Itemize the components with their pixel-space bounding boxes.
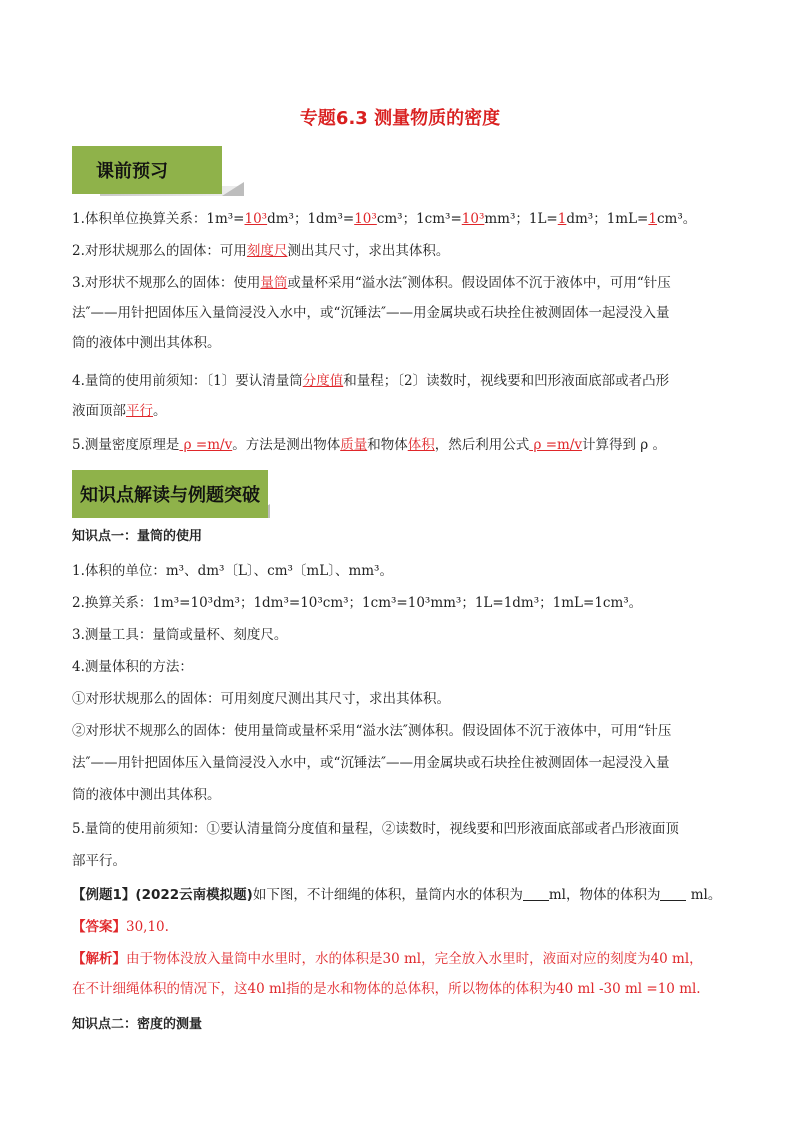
example-1	[72, 880, 732, 910]
analysis-block	[72, 944, 732, 1004]
text: 法″——用针把固体压入量筒浸没入水中，或“沉锤法″——用金属块或石块拴住被测固体一起浸没入量	[72, 305, 670, 321]
text: ml，物体的体积为	[548, 887, 661, 903]
text: 或量杯采用“溢水法″测体积。假设固体不沉于液体中，可用“针压	[287, 275, 671, 291]
text: 测出其尺寸，求出其体积。	[287, 243, 450, 259]
answer-fill: 1	[648, 211, 657, 227]
text: 和量程；〔2〕读数时，视线要和凹形液面底部或者凸形	[343, 373, 670, 389]
knowledge-line: 部平行。	[72, 853, 126, 869]
text: 5.测量密度原理是	[72, 437, 180, 453]
answer-text: 30,10.	[126, 919, 169, 935]
text: 在不计细绳体积的情况下，这40 ml指的是水和物体的总体积，所以物体的体积为40 ml -30 ml =10 ml.	[72, 981, 701, 997]
analysis-tag: 【解析】	[72, 951, 126, 967]
answer-tag: 【答案】	[72, 919, 126, 935]
answer-fill: 10³	[461, 211, 485, 227]
text: mm³；1L=	[484, 211, 558, 227]
section-banner-label: 知识点解读与例题突破	[80, 485, 260, 506]
answer-fill: 10³	[244, 211, 268, 227]
answer-blank	[660, 886, 686, 901]
text: 如下图，不计细绳的体积，量筒内水的体积为	[252, 887, 523, 903]
answer-fill: 量筒	[260, 275, 288, 291]
answer-fill: 体积	[407, 437, 435, 453]
knowledge-line: ①对形状规那么的固体：可用刻度尺测出其尺寸，求出其体积。	[72, 691, 450, 707]
text: 。	[153, 403, 167, 419]
text: cm³。	[656, 211, 697, 227]
text: 4.量筒的使用前须知：〔1〕要认清量筒	[72, 373, 303, 389]
text: 1.体积单位换算关系：1m³=	[72, 211, 245, 227]
knowledge-line: 2.换算关系：1m³=10³dm³；1dm³=10³cm³；1cm³=10³mm³；1L=1dm³；1mL=1cm³。	[72, 595, 643, 611]
text: 3.对形状不规那么的固体：使用	[72, 275, 261, 291]
preview-item-3	[72, 268, 732, 358]
example-tag: 【例题1】	[72, 887, 136, 903]
section-banner-knowledge	[72, 470, 268, 518]
text: 液面顶部	[72, 403, 126, 419]
text: 计算得到 ρ 。	[582, 437, 667, 453]
section-banner-preview	[72, 146, 222, 194]
preview-item-1	[72, 204, 732, 234]
answer-fill: 10³	[354, 211, 377, 227]
preview-item-2	[72, 236, 732, 266]
answer-fill: 1	[557, 211, 567, 227]
knowledge-point-1-title: 知识点一：量筒的使用	[72, 529, 203, 544]
text: 由于物体没放入量筒中水里时，水的体积是30 ml，完全放入水里时，液面对应的刻度为40 ml，	[126, 951, 703, 967]
knowledge-line: 1.体积的单位：m³、dm³〔L〕、cm³〔mL〕、mm³。	[72, 563, 393, 579]
knowledge-line: ②对形状不规那么的固体：使用量筒或量杯采用“溢水法″测体积。假设固体不沉于液体中，可用“针压	[72, 723, 672, 739]
text: ml。	[686, 887, 722, 903]
answer-fill: ρ =m/v	[529, 437, 583, 453]
answer-blank	[523, 886, 549, 901]
section-banner-label: 课前预习	[96, 161, 168, 182]
text: 2.对形状规那么的固体：可用	[72, 243, 247, 259]
text: ，然后利用公式	[434, 437, 530, 453]
preview-item-5	[72, 430, 732, 460]
knowledge-line: 5.量筒的使用前须知：①要认清量筒分度值和量程，②读数时，视线要和凹形液面底部或者凸形液面顶	[72, 821, 679, 837]
answer-fill: ρ =m/v	[179, 437, 233, 453]
page-title: 专题6.3 测量物质的密度	[299, 108, 501, 129]
text: 和物体	[367, 437, 408, 453]
knowledge-line: 4.测量体积的方法：	[72, 659, 193, 675]
answer-fill: 平行	[126, 403, 153, 419]
text: cm³；1cm³=	[376, 211, 462, 227]
preview-item-4	[72, 366, 732, 426]
text: dm³；1mL=	[566, 211, 649, 227]
text: dm³；1dm³=	[267, 211, 355, 227]
knowledge-line: 法″——用针把固体压入量筒浸没入水中，或“沉锤法″——用金属块或石块拴住被测固体一起浸没入量	[72, 755, 670, 771]
answer-fill: 刻度尺	[246, 243, 288, 259]
text: 。方法是测出物体	[232, 437, 341, 453]
example-source: (2022云南模拟题)	[135, 887, 253, 903]
knowledge-line: 3.测量工具：量筒或量杯、刻度尺。	[72, 627, 288, 643]
text: 筒的液体中测出其体积。	[72, 335, 221, 351]
answer-fill: 分度值	[302, 373, 344, 389]
answer-line	[72, 912, 732, 942]
answer-fill: 质量	[340, 437, 368, 453]
knowledge-point-2-title: 知识点二：密度的测量	[72, 1017, 203, 1032]
knowledge-line: 筒的液体中测出其体积。	[72, 787, 221, 803]
